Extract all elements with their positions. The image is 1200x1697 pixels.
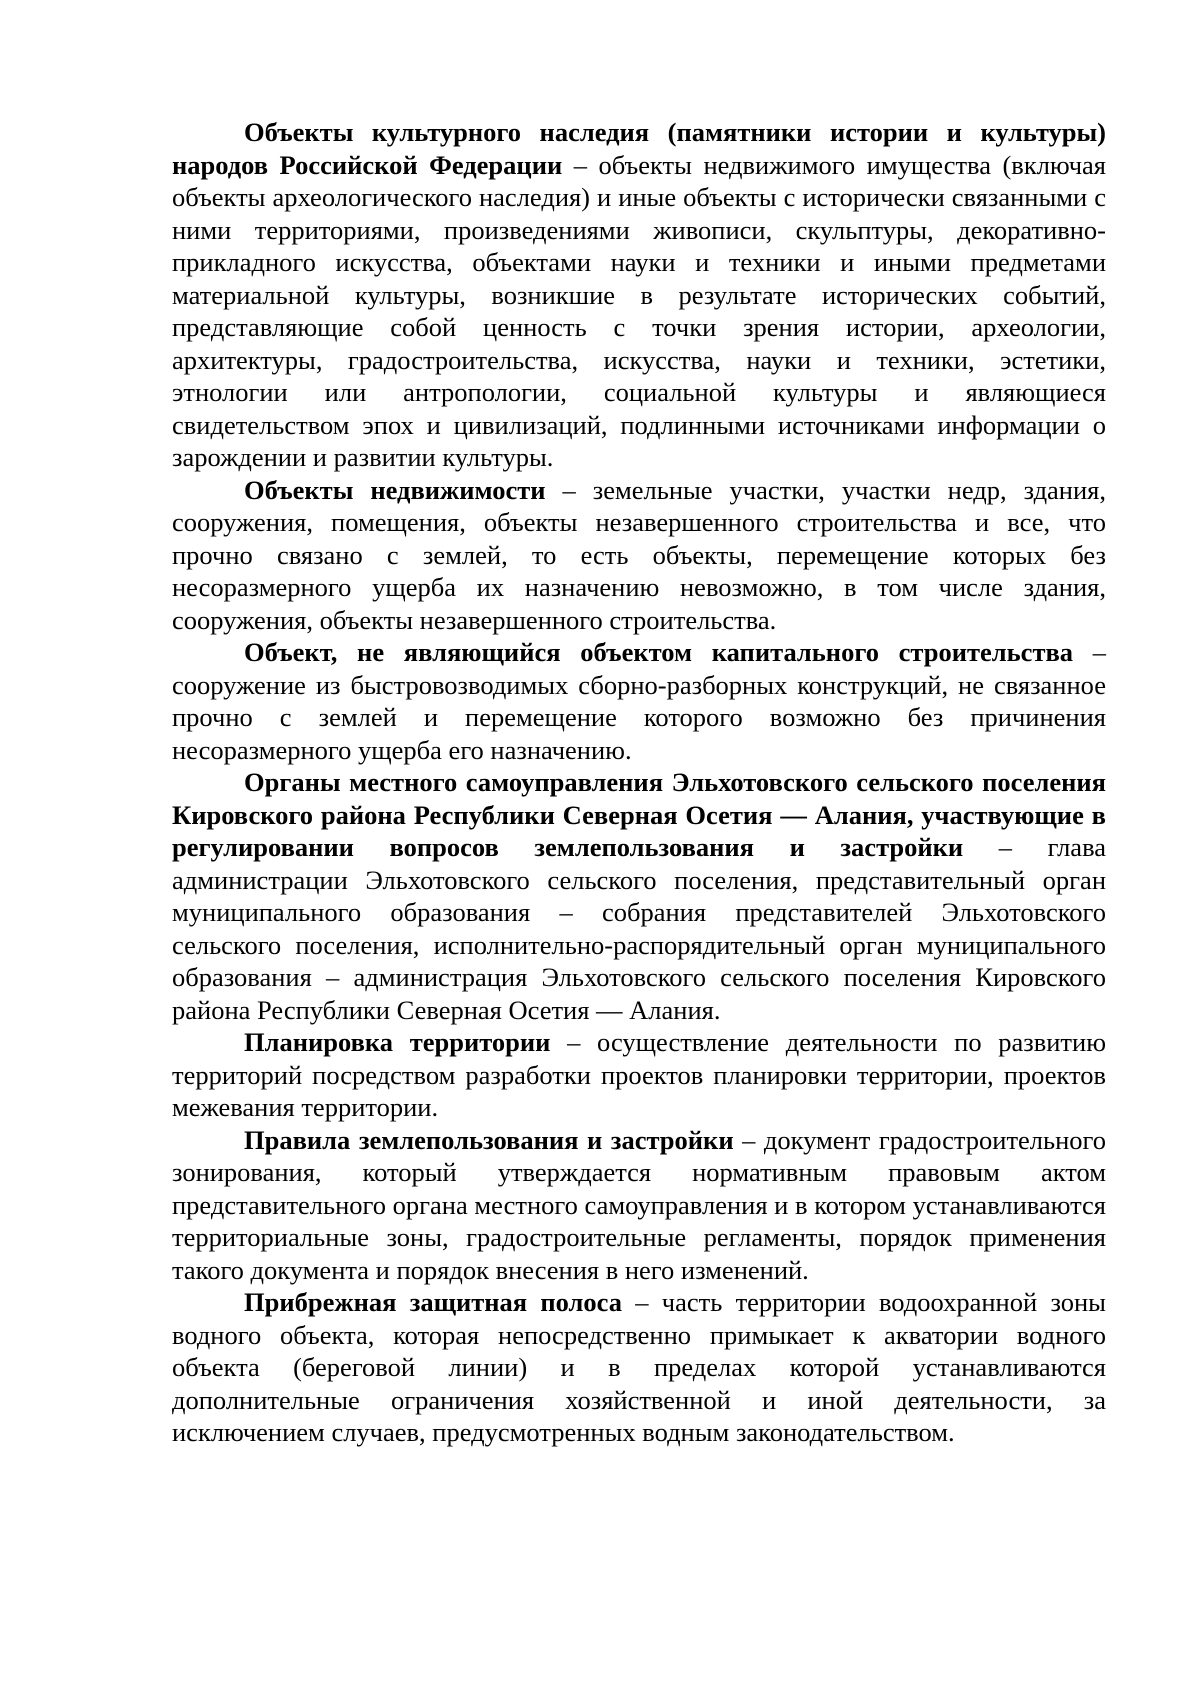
definition-paragraph-territory-planning xyxy=(172,1026,1106,1124)
term-real-estate: Объекты недвижимости xyxy=(244,474,546,505)
definition-paragraph-non-capital-object xyxy=(172,636,1106,766)
definition-paragraph-real-estate xyxy=(172,474,1106,637)
definition-paragraph-coastal-strip xyxy=(172,1286,1106,1449)
definition-paragraph-cultural-heritage xyxy=(172,116,1106,474)
definition-coastal-strip: – часть территории водоохранной зоны водного объекта, которая непосредственно примыкает к акватории водного объекта (береговой линии) и в пределах которой устанавливаются дополнительные ограничения хозяйственной и иной деятельности, за исключением случаев, предусмотренных водным законодательством. xyxy=(172,1287,1106,1447)
definition-paragraph-land-use-rules xyxy=(172,1124,1106,1287)
term-non-capital-object: Объект, не являющийся объектом капитального строительства xyxy=(244,637,1074,667)
term-coastal-strip: Прибрежная защитная полоса xyxy=(244,1287,623,1317)
definition-paragraph-local-authorities xyxy=(172,766,1106,1026)
definition-cultural-heritage: – объекты недвижимого имущества (включая объекты археологического наследия) и иные объекты с исторически связанными с ними территориями, произведениями живописи, скульптуры, декоративно-прикладного искусства, объектами науки и техники и иными предметами материальной культуры, возникшие в результате исторических событий, представляющие собой ценность с точки зрения истории, археологии, архитектуры, градостроительства, искусства, науки и техники, эстетики, этнологии или антропологии, социальной культуры и являющиеся свидетельством эпох и цивилизаций, подлинными источниками информации о зарождении и развитии культуры. xyxy=(172,149,1106,472)
definition-land-use-rules: – документ градостроительного зонирования, который утверждается нормативным правовым актом представительного органа местного самоуправления и в котором устанавливаются территориальные зоны, градостроительные регламенты, порядок применения такого документа и порядок внесения в него изменений. xyxy=(172,1124,1106,1285)
term-land-use-rules: Правила землепользования и застройки xyxy=(244,1124,734,1155)
term-cultural-heritage: Объекты культурного наследия (памятники истории и культуры) народов Российской Федерации xyxy=(172,117,1106,180)
definition-territory-planning: – осуществление деятельности по развитию территорий посредством разработки проектов планировки территории, проектов межевания территории. xyxy=(172,1027,1106,1122)
term-local-authorities: Органы местного самоуправления Эльхотовского сельского поселения Кировского района Республики Северная Осетия — Алания, участвующие в регулировании вопросов землепользования и застройки xyxy=(172,767,1106,862)
page-content xyxy=(172,116,1106,1449)
definition-real-estate: – земельные участки, участки недр, здания, сооружения, помещения, объекты незавершенного строительства и все, что прочно связано с землей, то есть объекты, перемещение которых без несоразмерного ущерба их назначению невозможно, в том числе здания, сооружения, объекты незавершенного строительства. xyxy=(172,474,1106,635)
term-territory-planning: Планировка территории xyxy=(244,1027,551,1057)
definition-non-capital-object: – сооружение из быстровозводимых сборно-разборных конструкций, не связанное прочно с землей и перемещение которого возможно без причинения несоразмерного ущерба его назначению. xyxy=(172,637,1107,765)
definition-local-authorities: – глава администрации Эльхотовского сельского поселения, представительный орган муниципального образования – собрания представителей Эльхотовского сельского поселения, исполнительно-распорядительный орган муниципального образования – администрация Эльхотовского сельского поселения Кировского района Республики Северная Осетия — Алания. xyxy=(172,832,1106,1025)
